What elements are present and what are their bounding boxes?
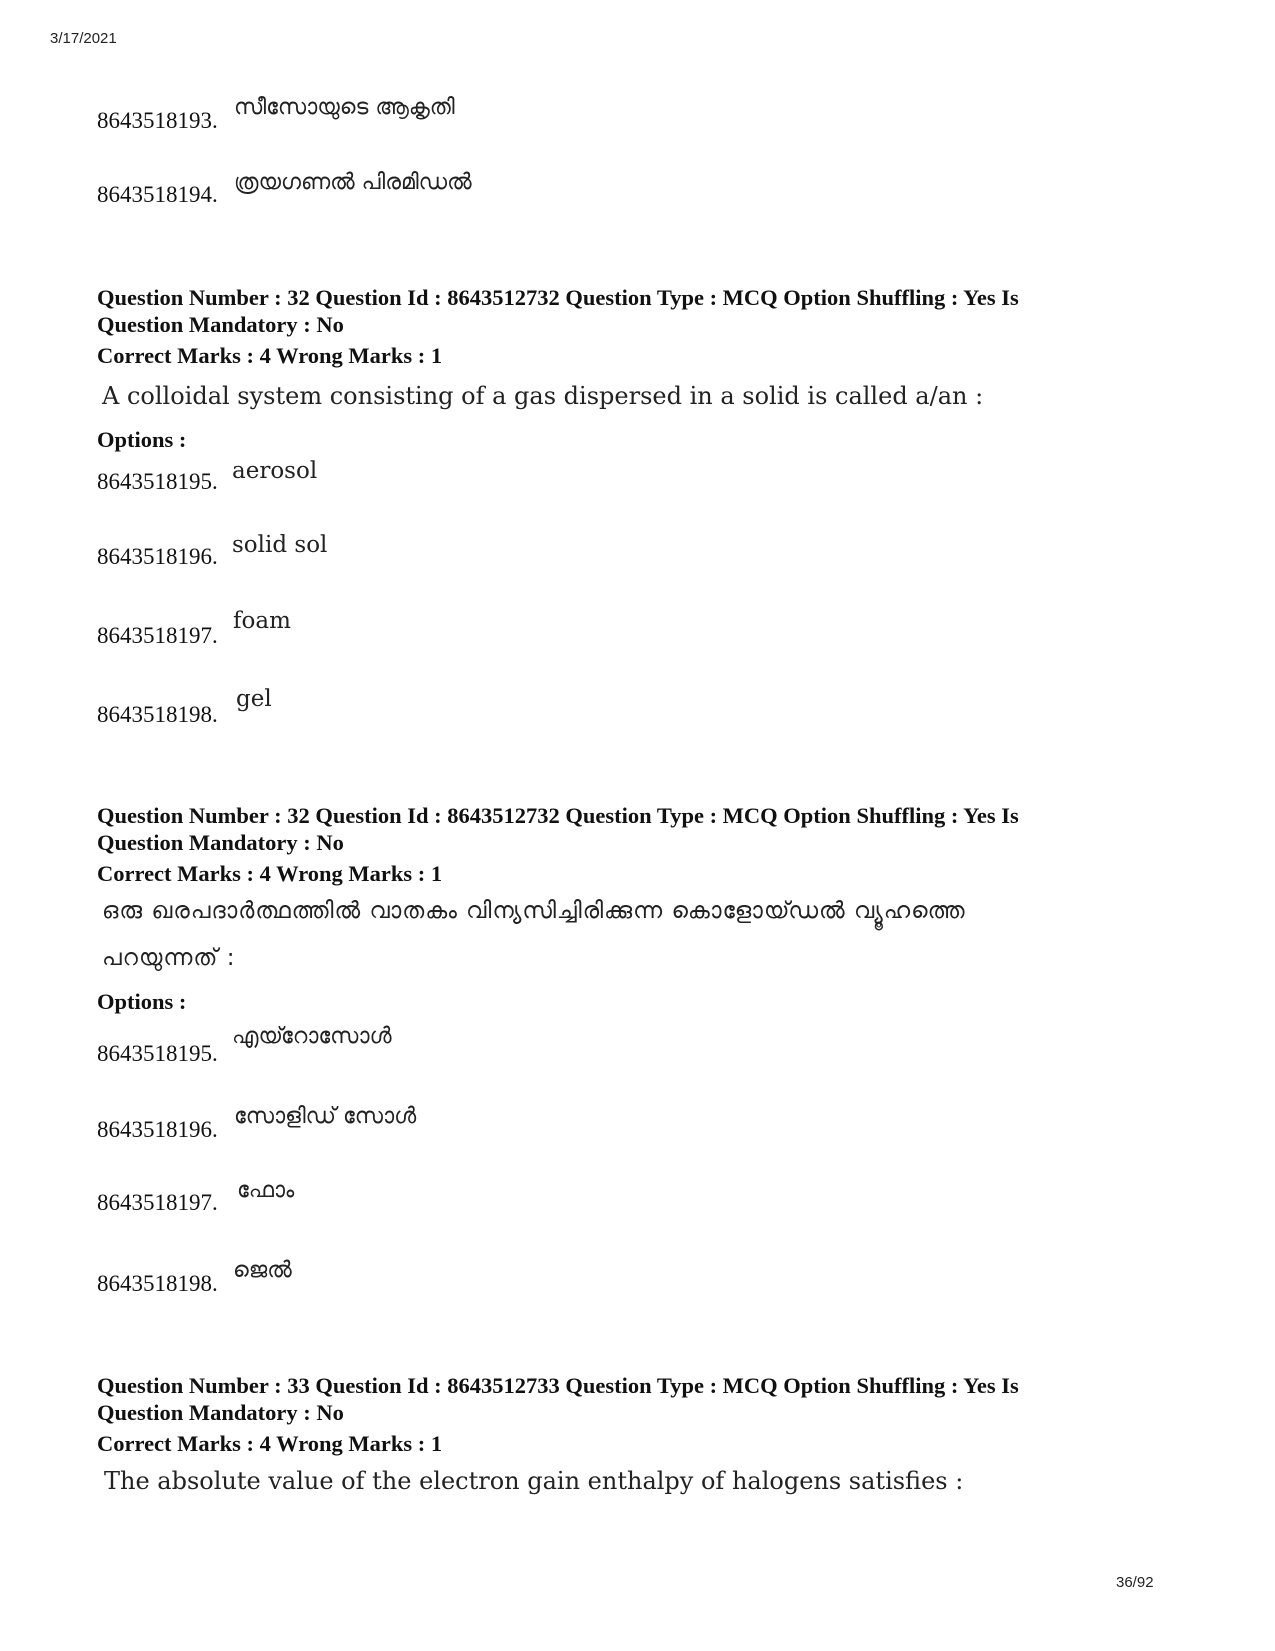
option-id: 8643518197. xyxy=(97,1190,218,1215)
option-text: എയ്റോസോൾ xyxy=(232,1024,392,1049)
option-id: 8643518198. xyxy=(97,702,218,727)
option-id: 8643518197. xyxy=(97,623,218,648)
options-label: Options : xyxy=(97,427,187,452)
page-number: 36/92 xyxy=(1116,1574,1154,1591)
option-text: aerosol xyxy=(232,458,318,484)
option-id: 8643518195. xyxy=(97,469,218,494)
question-marks: Correct Marks : 4 Wrong Marks : 1 xyxy=(97,861,443,886)
question-header xyxy=(97,1372,1019,1426)
question-marks: Correct Marks : 4 Wrong Marks : 1 xyxy=(97,343,443,368)
question-header xyxy=(97,802,1019,856)
question-meta: Question Number : 33 Question Id : 8643512733 Question Type : MCQ Option Shuffling : Yes Is xyxy=(97,1373,1019,1398)
option-text: സോളിഡ് സോൾ xyxy=(234,1104,417,1129)
option-text: ത്രയഗണൽ പിരമിഡൽ xyxy=(234,170,472,195)
option-id: 8643518194. xyxy=(97,182,218,207)
option-text: ജെൽ xyxy=(233,1258,292,1283)
option-id: 8643518193. xyxy=(97,108,218,133)
option-text: gel xyxy=(236,686,272,712)
option-text: ഫോം xyxy=(237,1178,295,1203)
page-date: 3/17/2021 xyxy=(50,30,117,47)
question-meta: Question Number : 32 Question Id : 8643512732 Question Type : MCQ Option Shuffling : Yes Is xyxy=(97,803,1019,828)
question-text: The absolute value of the electron gain enthalpy of halogens satisfies : xyxy=(104,1467,964,1495)
question-marks: Correct Marks : 4 Wrong Marks : 1 xyxy=(97,1431,443,1456)
option-text: solid sol xyxy=(232,532,328,558)
question-header xyxy=(97,284,1019,338)
question-meta: Question Number : 32 Question Id : 8643512732 Question Type : MCQ Option Shuffling : Yes Is xyxy=(97,285,1019,310)
option-text: സീസോയുടെ ആകൃതി xyxy=(234,95,455,120)
question-text-line-2: പറയുന്നത് : xyxy=(102,945,236,971)
question-mandatory: Question Mandatory : No xyxy=(97,312,344,337)
question-text-line-1: ഒരു ഖരപദാർത്ഥത്തിൽ വാതകം വിന്യസിച്ചിരിക്കുന്ന കൊളോയ്ഡൽ വ്യൂഹത്തെ xyxy=(102,898,966,924)
option-id: 8643518196. xyxy=(97,544,218,569)
question-mandatory: Question Mandatory : No xyxy=(97,830,344,855)
option-id: 8643518198. xyxy=(97,1271,218,1296)
options-label: Options : xyxy=(97,989,187,1014)
question-mandatory: Question Mandatory : No xyxy=(97,1400,344,1425)
option-id: 8643518195. xyxy=(97,1041,218,1066)
option-id: 8643518196. xyxy=(97,1117,218,1142)
option-text: foam xyxy=(233,608,291,634)
question-text: A colloidal system consisting of a gas dispersed in a solid is called a/an : xyxy=(102,382,984,410)
